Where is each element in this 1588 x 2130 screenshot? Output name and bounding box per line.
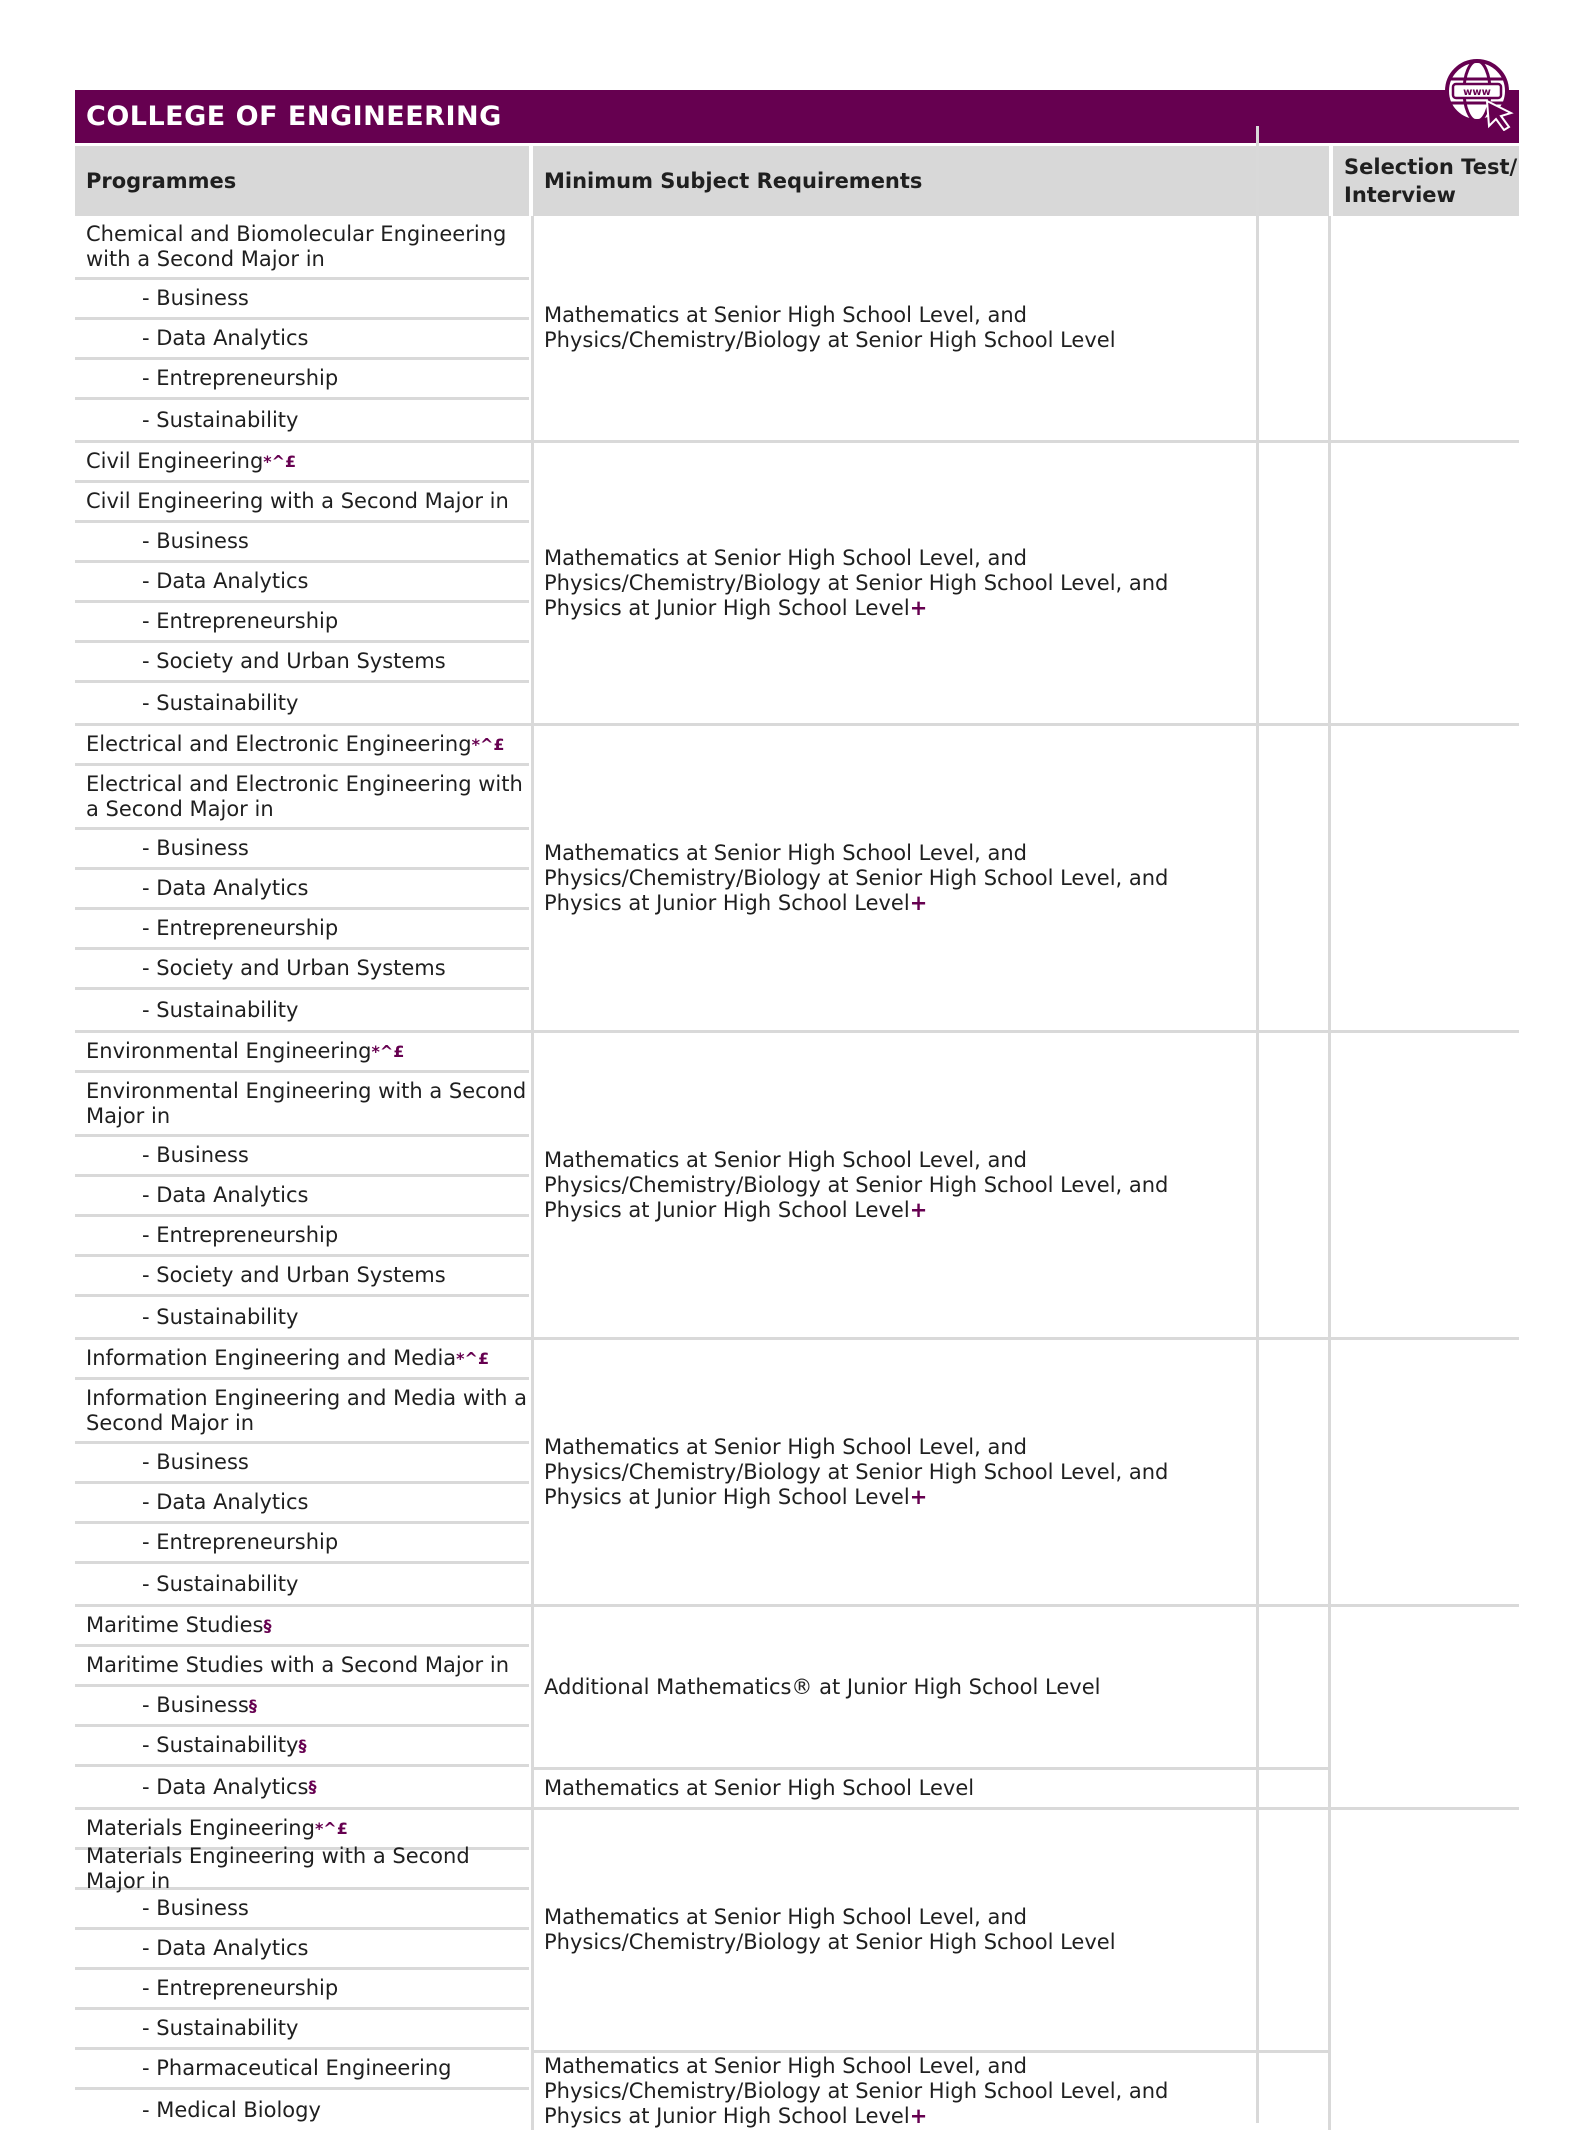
requirement-text: Physics at Junior High School Level <box>544 1484 910 1509</box>
programme-row: - Business § <box>75 1687 529 1727</box>
selection-cell <box>1331 1810 1519 2130</box>
programme-row: Maritime Studies § <box>75 1607 529 1647</box>
programme-group <box>75 1337 1519 1604</box>
programme-name: - Business <box>142 1896 249 1920</box>
programme-row <box>75 1217 529 1257</box>
programme-name: - Society and Urban Systems <box>142 649 446 673</box>
programme-name: - Entrepreneurship <box>142 366 339 390</box>
requirement-text: Physics/Chemistry/Biology at Senior High School Level <box>544 328 1116 352</box>
header-programmes: Programmes <box>75 146 529 216</box>
requirements-column <box>531 1607 1331 1807</box>
plus-mark: + <box>909 1484 928 1509</box>
requirement-line <box>544 2054 1168 2079</box>
plus-mark: + <box>909 2104 928 2128</box>
requirement-text: Physics at Junior High School Level <box>544 890 910 915</box>
programme-name: - Data Analytics <box>142 1936 309 1960</box>
programme-group <box>75 216 1519 440</box>
programme-name: - Entrepreneurship <box>142 916 339 940</box>
requirement-line <box>544 2079 1168 2104</box>
programme-row <box>75 683 529 723</box>
programme-name: - Sustainability <box>142 690 299 715</box>
programme-name: - Society and Urban Systems <box>142 956 446 980</box>
requirement-cell <box>534 1607 1328 1767</box>
college-banner <box>75 90 1519 143</box>
requirement-line <box>544 891 1168 916</box>
svg-text:www: www <box>1463 87 1491 98</box>
programme-name: - Sustainability <box>142 1304 299 1329</box>
requirement-cell <box>534 216 1328 440</box>
programme-name: Information Engineering and Media with a Second Major in <box>86 1385 527 1435</box>
plus-mark: + <box>909 1197 928 1222</box>
column-divider <box>1256 126 1259 2123</box>
programme-row <box>75 216 529 280</box>
selection-cell <box>1331 1340 1519 1604</box>
programme-name: Chemical and Biomolecular Engineering with a Second Major in <box>86 221 507 271</box>
programme-row <box>75 910 529 950</box>
programme-column <box>75 1607 529 1807</box>
programme-row <box>75 2010 529 2050</box>
programme-row <box>75 1444 529 1484</box>
programme-row <box>75 1930 529 1970</box>
programme-name: Maritime Studies with a Second Major in <box>86 1653 510 1677</box>
requirement-line <box>544 1675 1100 1700</box>
requirement-line <box>544 1905 1116 1930</box>
requirement-text: Physics/Chemistry/Biology at Senior High School Level, and <box>544 570 1169 595</box>
requirement-text: Mathematics at Senior High School Level, and <box>544 1905 1027 1929</box>
programme-name: - Business <box>142 286 249 310</box>
table-header <box>75 146 1519 216</box>
programme-row: Information Engineering and Media *^£ <box>75 1340 529 1380</box>
requirement-cell <box>534 1340 1328 1604</box>
plus-mark: + <box>909 595 928 620</box>
requirement-line <box>544 1776 974 1801</box>
requirement-text: Physics/Chemistry/Biology at Senior High School Level, and <box>544 1172 1169 1197</box>
programme-row <box>75 1073 529 1137</box>
header-selection-line2: Interview <box>1344 183 1456 207</box>
programme-row: Electrical and Electronic Engineering *^£ <box>75 726 529 766</box>
programme-column <box>75 216 529 440</box>
requirement-cell <box>534 1810 1328 2050</box>
requirement-text: Physics/Chemistry/Biology at Senior High School Level, and <box>544 865 1169 890</box>
programme-name: Materials Engineering with a Second Major in <box>86 1843 470 1893</box>
programme-row <box>75 830 529 870</box>
programme-name: - Data Analytics <box>142 1490 309 1514</box>
programme-name: - Data Analytics <box>142 1774 309 1799</box>
programme-row <box>75 400 529 440</box>
programme-name: - Medical Biology <box>142 2097 321 2122</box>
programme-group <box>75 723 1519 1030</box>
programme-row <box>75 1890 529 1930</box>
requirements-column <box>531 1340 1331 1604</box>
header-selection-line1: Selection Test/ <box>1344 155 1518 179</box>
programme-row <box>75 1380 529 1444</box>
requirement-line <box>544 328 1116 353</box>
selection-cell <box>1331 216 1519 440</box>
requirement-cell <box>534 1033 1328 1337</box>
programme-row <box>75 1137 529 1177</box>
programme-name: - Business <box>142 1450 249 1474</box>
programme-name: Civil Engineering with a Second Major in <box>86 489 509 513</box>
programme-name: - Entrepreneurship <box>142 1530 339 1554</box>
programme-name: - Society and Urban Systems <box>142 1263 446 1287</box>
requirement-line <box>544 2104 1168 2129</box>
programme-row: Civil Engineering *^£ <box>75 443 529 483</box>
requirements-column <box>531 443 1331 723</box>
programme-row <box>75 320 529 360</box>
programme-name: - Entrepreneurship <box>142 1976 339 2000</box>
programme-row <box>75 990 529 1030</box>
programme-name: Information Engineering and Media <box>86 1346 457 1370</box>
requirement-text: Mathematics at Senior High School Level, and <box>544 2054 1027 2078</box>
programme-name: - Data Analytics <box>142 876 309 900</box>
requirement-line <box>544 1173 1168 1198</box>
requirement-text: Mathematics at Senior High School Level, and <box>544 545 1027 570</box>
requirement-line <box>544 1148 1168 1173</box>
requirement-line <box>544 546 1168 571</box>
header-selection <box>1333 146 1519 216</box>
programme-name: - Business <box>142 1693 249 1717</box>
programme-name: - Pharmaceutical Engineering <box>142 2056 452 2080</box>
programme-row <box>75 1524 529 1564</box>
programme-row <box>75 523 529 563</box>
programme-name: Electrical and Electronic Engineering <box>86 732 472 756</box>
table-body <box>75 216 1519 2130</box>
requirement-text: Physics/Chemistry/Biology at Senior High School Level, and <box>544 2079 1169 2103</box>
programme-group <box>75 1807 1519 2130</box>
programme-name: Civil Engineering <box>86 449 264 473</box>
requirements-column <box>531 1033 1331 1337</box>
programme-row <box>75 950 529 990</box>
requirement-text: Physics at Junior High School Level <box>544 595 910 620</box>
selection-cell <box>1331 443 1519 723</box>
programme-name: Electrical and Electronic Engineering with a Second Major in <box>86 771 523 821</box>
programme-column <box>75 443 529 723</box>
requirement-line <box>544 303 1116 328</box>
requirement-line <box>544 571 1168 596</box>
programme-name: - Data Analytics <box>142 1183 309 1207</box>
header-requirements: Minimum Subject Requirements <box>533 146 1329 216</box>
requirement-text: Mathematics at Senior High School Level, and <box>544 303 1027 327</box>
programme-row <box>75 483 529 523</box>
requirement-text: Mathematics at Senior High School Level, and <box>544 1147 1027 1172</box>
programme-name: - Data Analytics <box>142 326 309 350</box>
requirement-cell <box>534 2050 1328 2130</box>
requirement-line <box>544 1460 1168 1485</box>
programme-name: Environmental Engineering with a Second Major in <box>86 1078 527 1128</box>
programme-name: - Sustainability <box>142 2016 299 2040</box>
requirement-text: Mathematics at Senior High School Level, and <box>544 1434 1027 1459</box>
requirement-cell <box>534 726 1328 1030</box>
programme-name: Materials Engineering <box>86 1816 315 1840</box>
requirement-text: Mathematics at Senior High School Level <box>544 1776 975 1800</box>
programme-row: Materials Engineering *^£ <box>75 1810 529 1850</box>
requirement-line <box>544 1485 1168 1510</box>
requirement-text: Additional Mathematics® at Junior High School Level <box>544 1674 1101 1699</box>
programme-name: Maritime Studies <box>86 1613 264 1637</box>
programme-row <box>75 360 529 400</box>
requirement-line <box>544 1435 1168 1460</box>
programme-group <box>75 1030 1519 1337</box>
plus-mark: + <box>909 890 928 915</box>
programme-row <box>75 1177 529 1217</box>
programme-name: - Sustainability <box>142 997 299 1022</box>
programme-column <box>75 1810 529 2130</box>
requirements-column <box>531 216 1331 440</box>
requirement-line <box>544 596 1168 621</box>
programme-group <box>75 440 1519 723</box>
programme-row <box>75 1970 529 2010</box>
selection-cell <box>1331 1607 1519 1807</box>
requirements-column <box>531 726 1331 1030</box>
programme-name: - Business <box>142 529 249 553</box>
requirement-cell <box>534 443 1328 723</box>
programme-row <box>75 1647 529 1687</box>
requirement-text: Physics at Junior High School Level <box>544 1197 910 1222</box>
requirement-text: Physics at Junior High School Level <box>544 2104 910 2128</box>
programme-column <box>75 1033 529 1337</box>
programme-name: - Business <box>142 1143 249 1167</box>
programme-name: - Entrepreneurship <box>142 1223 339 1247</box>
requirement-line <box>544 1930 1116 1955</box>
programme-row <box>75 1564 529 1604</box>
programme-row <box>75 2050 529 2090</box>
globe-www-cursor-icon[interactable] <box>1443 57 1517 131</box>
programme-name: - Business <box>142 836 249 860</box>
programme-name: - Sustainability <box>142 407 299 432</box>
requirement-text: Physics/Chemistry/Biology at Senior High School Level <box>544 1930 1116 1954</box>
requirement-line <box>544 1198 1168 1223</box>
programme-row <box>75 280 529 320</box>
programme-name: Environmental Engineering <box>86 1039 372 1063</box>
programme-name: - Entrepreneurship <box>142 609 339 633</box>
programme-row <box>75 1297 529 1337</box>
programme-row: Environmental Engineering *^£ <box>75 1033 529 1073</box>
programme-row: - Sustainability § <box>75 1727 529 1767</box>
programme-row <box>75 1843 529 1893</box>
requirements-column <box>531 1810 1331 2130</box>
programme-row: - Data Analytics § <box>142 1774 317 1799</box>
programme-group <box>75 1604 1519 1807</box>
programme-row <box>75 2090 529 2130</box>
college-title: COLLEGE OF ENGINEERING <box>86 101 502 132</box>
selection-cell <box>1331 726 1519 1030</box>
programme-column <box>75 726 529 1030</box>
programme-row <box>75 603 529 643</box>
programme-column <box>75 1340 529 1604</box>
programme-row <box>75 1484 529 1524</box>
programme-row <box>75 563 529 603</box>
requirement-cell <box>534 1767 1328 1807</box>
programme-row <box>75 766 529 830</box>
requirement-line <box>544 866 1168 891</box>
programme-name: - Sustainability <box>142 1733 299 1757</box>
programme-row <box>75 1257 529 1297</box>
selection-cell <box>1331 1033 1519 1337</box>
requirement-text: Mathematics at Senior High School Level, and <box>544 840 1027 865</box>
programme-row <box>75 870 529 910</box>
programme-row <box>75 643 529 683</box>
programme-name: - Sustainability <box>142 1571 299 1596</box>
requirement-line <box>544 841 1168 866</box>
requirement-text: Physics/Chemistry/Biology at Senior High School Level, and <box>544 1459 1169 1484</box>
programme-name: - Data Analytics <box>142 569 309 593</box>
